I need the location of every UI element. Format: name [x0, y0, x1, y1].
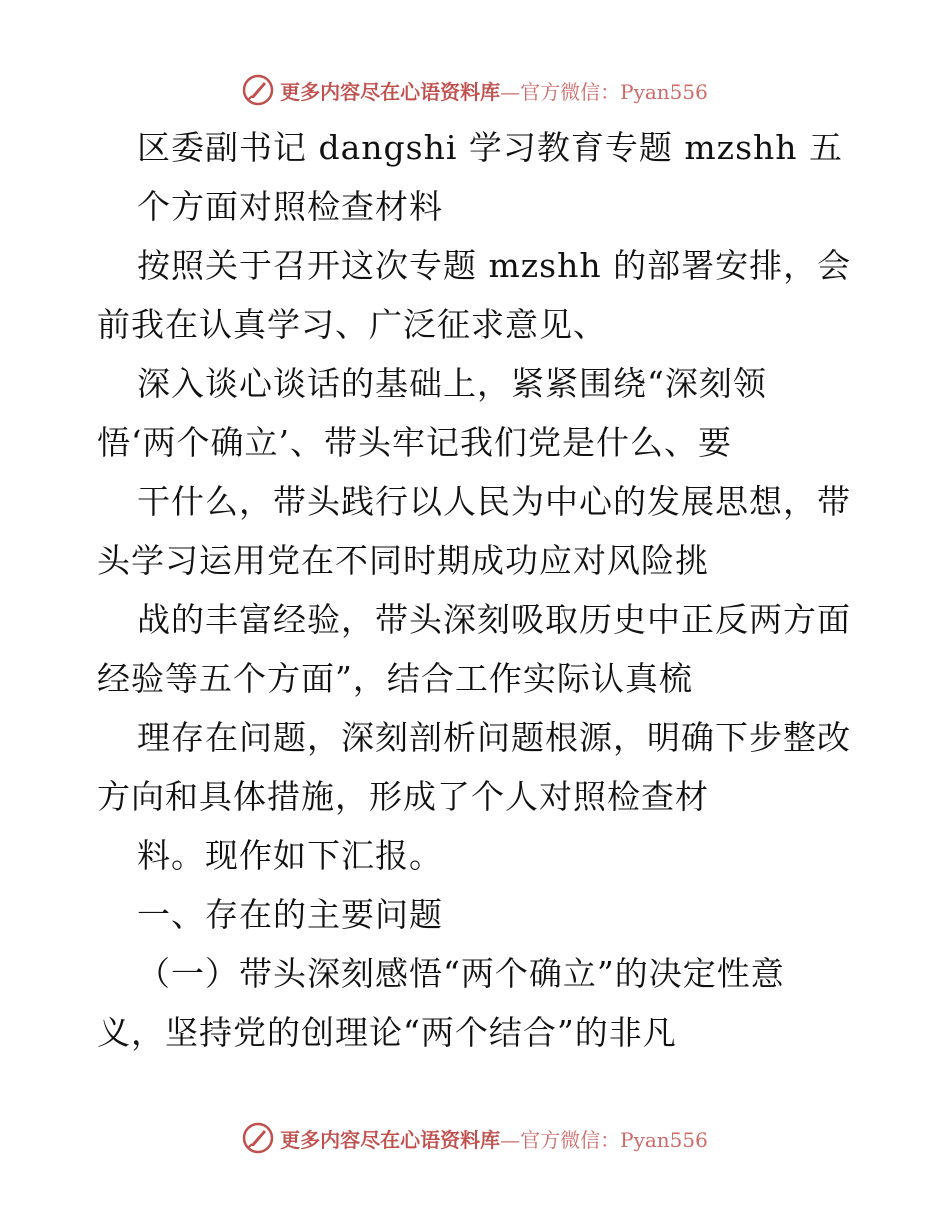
footer-watermark [0, 1118, 950, 1158]
header-watermark [0, 70, 950, 110]
doc-paragraph-line: 方向和具体措施，形成了个人对照检查材 [97, 777, 709, 816]
doc-paragraph-line: 理存在问题，深刻剖析问题根源，明确下步整改 [137, 718, 851, 757]
doc-paragraph-line: 悟‘两个确立’、带头牢记我们党是什么、要 [97, 423, 732, 462]
doc-paragraph-line: 战的丰富经验，带头深刻吸取历史中正反两方面 [137, 600, 851, 639]
quill-logo-icon [242, 74, 274, 106]
section-heading: 一、存在的主要问题 [137, 895, 443, 934]
watermark-text: 更多内容尽在心语资料库—官方微信：Pyan556 [280, 1127, 708, 1152]
doc-title-line-2: 个方面对照检查材料 [137, 187, 443, 226]
doc-paragraph-line: 按照关于召开这次专题 mzshh 的部署安排，会 [137, 246, 852, 285]
subsection-heading-line: （一）带头深刻感悟“两个确立”的决定性意 [137, 954, 785, 993]
doc-paragraph-line: 经验等五个方面”，结合工作实际认真梳 [97, 659, 693, 698]
doc-paragraph-line: 干什么，带头践行以人民为中心的发展思想，带 [137, 482, 851, 521]
doc-paragraph-line: 料。现作如下汇报。 [137, 836, 443, 875]
doc-paragraph-line: 头学习运用党在不同时期成功应对风险挑 [97, 541, 709, 580]
watermark-text: 更多内容尽在心语资料库—官方微信：Pyan556 [280, 79, 708, 104]
doc-title-line-1: 区委副书记 dangshi 学习教育专题 mzshh 五 [137, 128, 843, 167]
quill-logo-icon [242, 1122, 274, 1154]
subsection-heading-line: 义，坚持党的创理论“两个结合”的非凡 [97, 1013, 677, 1052]
doc-paragraph-line: 前我在认真学习、广泛征求意见、 [97, 305, 607, 344]
doc-paragraph-line: 深入谈心谈话的基础上，紧紧围绕“深刻领 [137, 364, 767, 403]
